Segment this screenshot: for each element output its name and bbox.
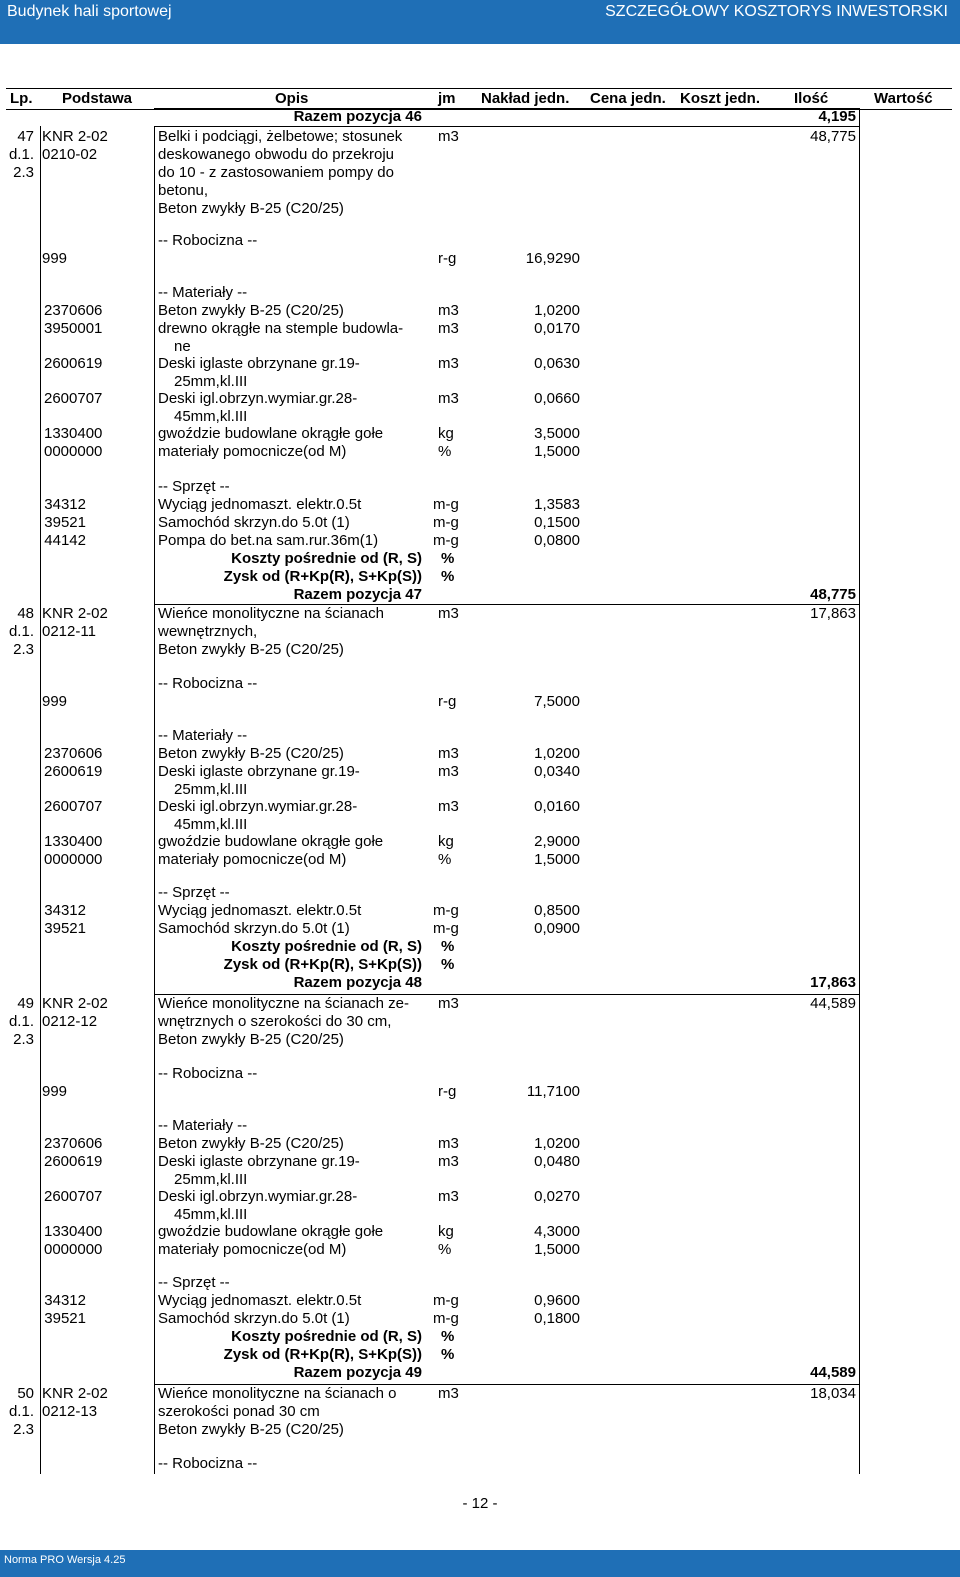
material-unit: m3 [438,763,459,780]
equipment-code: 34312 [44,902,86,919]
material-name-cont: 25mm,kl.III [174,781,248,798]
col-naklad: Nakład jedn. [481,90,570,107]
position-description: do 10 - z zastosowaniem pompy do [158,164,394,181]
material-norm: 3,5000 [534,425,580,442]
col-koszt: Koszt jedn. [680,90,761,107]
profit-unit: % [441,1346,455,1363]
position-description: szerokości ponad 30 cm [158,1403,320,1420]
equipment-name: Samochód skrzyn.do 5.0t (1) [158,514,350,531]
position-basis: KNR 2-02 [42,995,108,1012]
equipment-norm: 0,1800 [534,1310,580,1327]
section-robocizna: -- Robocizna -- [158,1455,258,1472]
header-title: Budynek hali sportowej [7,3,172,20]
col-podstawa: Podstawa [62,90,133,107]
material-norm: 0,0630 [534,355,580,372]
position-number: 2.3 [13,1421,34,1438]
material-norm: 1,5000 [534,1241,580,1258]
position-basis: 0212-12 [42,1013,98,1030]
profit-label: Zysk od (R+Kp(R), S+Kp(S)) [223,568,422,585]
material-unit: kg [438,833,454,850]
material-unit: kg [438,1223,454,1240]
equipment-code: 34312 [44,1292,86,1309]
material-name: Beton zwykły B-25 (C20/25) [158,1135,344,1152]
material-unit: kg [438,425,454,442]
material-code: 2600707 [44,798,103,815]
position-46-total-value: 4,195 [818,108,856,125]
material-name: materiały pomocnicze(od M) [158,1241,347,1258]
position-description: wewnętrznych, [158,623,258,640]
equipment-norm: 0,0900 [534,920,580,937]
material-norm: 1,0200 [534,745,580,762]
equipment-name: Pompa do bet.na sam.rur.36m(1) [158,532,379,549]
page-header [0,0,960,44]
equipment-unit: m-g [433,496,459,513]
material-name-cont: 45mm,kl.III [174,816,248,833]
position-basis: 0212-13 [42,1403,98,1420]
indirect-costs-label: Koszty pośrednie od (R, S) [231,550,422,567]
material-norm: 1,5000 [534,851,580,868]
position-number: 2.3 [13,164,34,181]
equipment-code: 39521 [44,920,86,937]
position-description: Wieńce monolityczne na ścianach [158,605,384,622]
position-unit: m3 [438,605,459,622]
material-unit: m3 [438,1153,459,1170]
equipment-unit: m-g [433,532,459,549]
material-name: Deski igl.obrzyn.wymiar.gr.28- [158,798,358,815]
section-robocizna: -- Robocizna -- [158,1065,258,1082]
labor-norm: 7,5000 [534,693,580,710]
indirect-costs-unit: % [441,1328,455,1345]
material-name: Deski iglaste obrzynane gr.19- [158,1153,360,1170]
labor-code: 999 [42,250,68,267]
material-unit: m3 [438,355,459,372]
material-unit: m3 [438,302,459,319]
material-norm: 4,3000 [534,1223,580,1240]
header-doc-type: SZCZEGÓŁOWY KOSZTORYS INWESTORSKI [605,3,948,20]
position-number: d.1. [8,623,34,640]
material-norm: 1,0200 [534,1135,580,1152]
equipment-norm: 1,3583 [534,496,580,513]
page-number: - 12 - [462,1495,498,1512]
position-number: d.1. [8,1013,34,1030]
position-quantity: 17,863 [810,605,856,622]
position-description: Wieńce monolityczne na ścianach ze- [158,995,409,1012]
section-robocizna: -- Robocizna -- [158,675,258,692]
material-unit: % [438,1241,452,1258]
row-divider [154,604,860,605]
position-description: Belki i podciągi, żelbetowe; stosunek [158,128,403,145]
col-cena: Cena jedn. [590,90,666,107]
section-robocizna: -- Robocizna -- [158,232,258,249]
material-code: 2370606 [44,302,103,319]
position-total-label: Razem pozycja 47 [293,586,422,603]
material-norm: 0,0270 [534,1188,580,1205]
material-code: 2600707 [44,1188,103,1205]
indirect-costs-unit: % [441,550,455,567]
material-name-cont: 45mm,kl.III [174,408,248,425]
material-unit: m3 [438,745,459,762]
labor-unit: r-g [438,250,457,267]
labor-norm: 16,9290 [525,250,580,267]
section-materialy: -- Materiały -- [158,1117,248,1134]
material-unit: % [438,851,452,868]
row-divider [154,994,860,995]
section-materialy: -- Materiały -- [158,284,248,301]
equipment-unit: m-g [433,1292,459,1309]
equipment-unit: m-g [433,920,459,937]
material-unit: % [438,443,452,460]
row-divider [154,1384,860,1385]
material-code: 2600619 [44,355,103,372]
position-unit: m3 [438,128,459,145]
position-basis: KNR 2-02 [42,605,108,622]
row-divider [154,126,860,127]
material-name: Deski iglaste obrzynane gr.19- [158,763,360,780]
material-unit: m3 [438,320,459,337]
material-name-cont: 25mm,kl.III [174,1171,248,1188]
material-name: gwoździe budowlane okrągłe gołe [158,833,384,850]
equipment-norm: 0,0800 [534,532,580,549]
material-name-cont: ne [174,338,191,355]
position-total-value: 17,863 [810,974,856,991]
position-number: 50 [17,1385,34,1402]
material-norm: 1,5000 [534,443,580,460]
equipment-code: 44142 [44,532,86,549]
equipment-name: Wyciąg jednomaszt. elektr.0.5t [158,1292,362,1309]
position-description: Beton zwykły B-25 (C20/25) [158,1421,344,1438]
indirect-costs-label: Koszty pośrednie od (R, S) [231,1328,422,1345]
material-name-cont: 25mm,kl.III [174,373,248,390]
equipment-code: 34312 [44,496,86,513]
material-code: 2600619 [44,763,103,780]
position-basis: 0212-11 [42,623,96,640]
section-sprzet: -- Sprzęt -- [158,884,230,901]
equipment-code: 39521 [44,1310,86,1327]
position-description: wnętrznych o szerokości do 30 cm, [158,1013,392,1030]
position-total-value: 48,775 [810,586,856,603]
material-norm: 0,0170 [534,320,580,337]
material-unit: m3 [438,390,459,407]
position-total-label: Razem pozycja 48 [293,974,422,991]
col-wartosc: Wartość [874,90,933,107]
equipment-name: Wyciąg jednomaszt. elektr.0.5t [158,902,362,919]
material-code: 1330400 [44,425,103,442]
position-number: 49 [17,995,34,1012]
material-name: materiały pomocnicze(od M) [158,443,347,460]
equipment-name: Samochód skrzyn.do 5.0t (1) [158,1310,350,1327]
material-code: 2600707 [44,390,103,407]
equipment-norm: 0,1500 [534,514,580,531]
position-description: Beton zwykły B-25 (C20/25) [158,200,344,217]
row-divider [154,108,860,109]
equipment-unit: m-g [433,1310,459,1327]
position-number: d.1. [8,146,34,163]
position-number: 2.3 [13,641,34,658]
column-header-row [6,88,952,110]
material-norm: 2,9000 [534,833,580,850]
footer-software: Norma PRO Wersja 4.25 [4,1554,126,1566]
position-number: 48 [17,605,34,622]
profit-unit: % [441,568,455,585]
position-basis: KNR 2-02 [42,1385,108,1402]
indirect-costs-label: Koszty pośrednie od (R, S) [231,938,422,955]
equipment-code: 39521 [44,514,86,531]
section-materialy: -- Materiały -- [158,727,248,744]
position-unit: m3 [438,1385,459,1402]
position-number: d.1. [8,1403,34,1420]
position-total-label: Razem pozycja 49 [293,1364,422,1381]
equipment-norm: 0,9600 [534,1292,580,1309]
col-lp: Lp. [10,90,33,107]
material-unit: m3 [438,1188,459,1205]
position-quantity: 48,775 [810,128,856,145]
material-name: gwoździe budowlane okrągłe gołe [158,425,384,442]
labor-norm: 11,7100 [526,1083,580,1100]
position-number: 47 [17,128,34,145]
material-name: Deski igl.obrzyn.wymiar.gr.28- [158,1188,358,1205]
material-name: Deski iglaste obrzynane gr.19- [158,355,360,372]
position-basis: KNR 2-02 [42,128,108,145]
material-unit: m3 [438,798,459,815]
material-norm: 0,0160 [534,798,580,815]
equipment-name: Wyciąg jednomaszt. elektr.0.5t [158,496,362,513]
position-quantity: 18,034 [810,1385,856,1402]
indirect-costs-unit: % [441,938,455,955]
equipment-norm: 0,8500 [534,902,580,919]
column-divider [859,108,860,1474]
material-name: gwoździe budowlane okrągłe gołe [158,1223,384,1240]
material-code: 2370606 [44,1135,103,1152]
labor-code: 999 [42,1083,68,1100]
section-sprzet: -- Sprzęt -- [158,478,230,495]
labor-unit: r-g [438,693,457,710]
equipment-name: Samochód skrzyn.do 5.0t (1) [158,920,350,937]
position-basis: 0210-02 [42,146,98,163]
profit-label: Zysk od (R+Kp(R), S+Kp(S)) [223,1346,422,1363]
material-name: materiały pomocnicze(od M) [158,851,347,868]
material-code: 1330400 [44,833,103,850]
material-name: Beton zwykły B-25 (C20/25) [158,745,344,762]
material-name: Deski igl.obrzyn.wymiar.gr.28- [158,390,358,407]
position-description: betonu, [158,182,209,199]
position-total-value: 44,589 [810,1364,856,1381]
material-norm: 0,0660 [534,390,580,407]
material-code: 2600619 [44,1153,103,1170]
col-opis: Opis [275,90,309,107]
material-norm: 0,0340 [534,763,580,780]
column-divider [40,126,41,1474]
page-footer [0,1550,960,1577]
position-number: 2.3 [13,1031,34,1048]
material-code: 0000000 [44,443,103,460]
position-description: Beton zwykły B-25 (C20/25) [158,641,344,658]
position-description: deskowanego obwodu do przekroju [158,146,394,163]
profit-label: Zysk od (R+Kp(R), S+Kp(S)) [223,956,422,973]
material-code: 0000000 [44,851,103,868]
material-code: 2370606 [44,745,103,762]
material-code: 0000000 [44,1241,103,1258]
equipment-unit: m-g [433,902,459,919]
position-description: Beton zwykły B-25 (C20/25) [158,1031,344,1048]
section-sprzet: -- Sprzęt -- [158,1274,230,1291]
profit-unit: % [441,956,455,973]
position-quantity: 44,589 [810,995,856,1012]
material-unit: m3 [438,1135,459,1152]
labor-code: 999 [42,693,68,710]
material-name: Beton zwykły B-25 (C20/25) [158,302,344,319]
equipment-unit: m-g [433,514,459,531]
col-ilosc: Ilość [794,90,829,107]
column-divider [154,126,155,1474]
material-name-cont: 45mm,kl.III [174,1206,248,1223]
col-jm: jm [438,90,456,107]
labor-unit: r-g [438,1083,457,1100]
material-name: drewno okrągłe na stemple budowla- [158,320,404,337]
position-unit: m3 [438,995,459,1012]
material-code: 1330400 [44,1223,103,1240]
position-description: Wieńce monolityczne na ścianach o [158,1385,397,1402]
material-norm: 0,0480 [534,1153,580,1170]
position-46-total-label: Razem pozycja 46 [293,108,422,125]
material-norm: 1,0200 [534,302,580,319]
material-code: 3950001 [44,320,103,337]
